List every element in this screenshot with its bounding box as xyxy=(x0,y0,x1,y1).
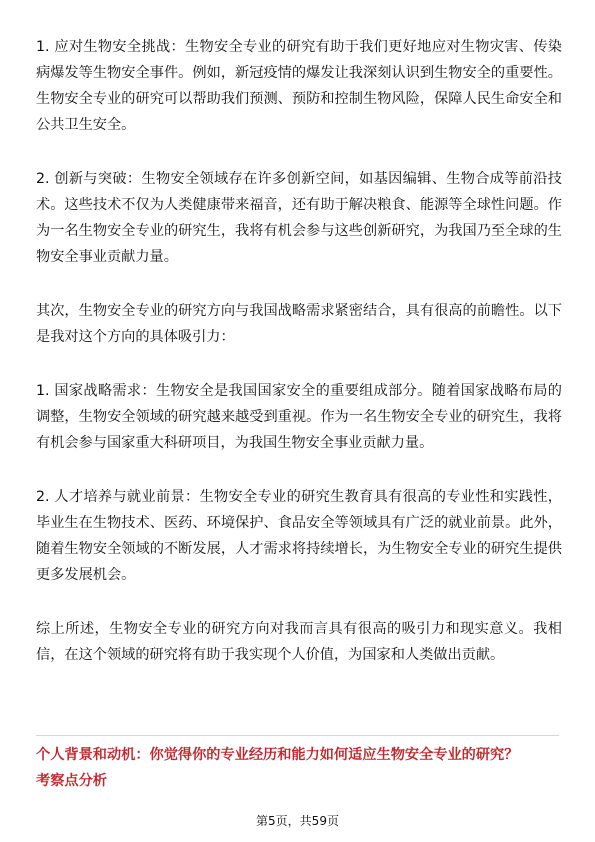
body-text xyxy=(36,34,562,696)
paragraph-6: 综上所述，生物安全专业的研究方向对我而言具有很高的吸引力和现实意义。我相信，在这个领域的研究将有助于我实现个人价值，为国家和人类做出贡献。 xyxy=(36,621,562,663)
paragraph-4: 1. 国家战略需求：生物安全是我国国家安全的重要组成部分。随着国家战略布局的调整，生物安全领域的研究越来越受到重视。作为一名生物安全专业的研究生，我将有机会参与国家重大科研项目，为我国生物安全事业贡献力量。 xyxy=(36,383,562,451)
page-number: 第5页，共59页 xyxy=(256,814,339,828)
paragraph-2: 2. 创新与突破：生物安全领域存在许多创新空间，如基因编辑、生物合成等前沿技术。这些技术不仅为人类健康带来福音，还有助于解决粮食、能源等全球性问题。作为一名生物安全专业的研究生，我将有机会参与这些创新研究，为我国乃至全球的生物安全事业贡献力量。 xyxy=(36,171,562,265)
paragraph-5: 2. 人才培养与就业前景：生物安全专业的研究生教育具有很高的专业性和实践性，毕业生在生物技术、医药、环境保护、食品安全等领域具有广泛的就业前景。此外，随着生物安全领域的不断发展，人才需求将持续增长，为生物安全专业的研究生提供更多发展机会。 xyxy=(36,489,562,583)
paragraph-1: 1. 应对生物安全挑战：生物安全专业的研究有助于我们更好地应对生物灾害、传染病爆发等生物安全事件。例如，新冠疫情的爆发让我深刻认识到生物安全的重要性。生物安全专业的研究可以帮助我们预测、预防和控制生物风险，保障人民生命安全和公共卫生安全。 xyxy=(36,39,562,133)
paragraph-3: 其次，生物安全专业的研究方向与我国战略需求紧密结合，具有很高的前瞻性。以下是我对这个方向的具体吸引力： xyxy=(36,303,562,345)
analysis-heading: 考察点分析 xyxy=(36,773,107,789)
section-divider xyxy=(36,735,559,736)
question-heading: 个人背景和动机：你觉得你的专业经历和能力如何适应生物安全专业的研究？ xyxy=(36,747,519,763)
